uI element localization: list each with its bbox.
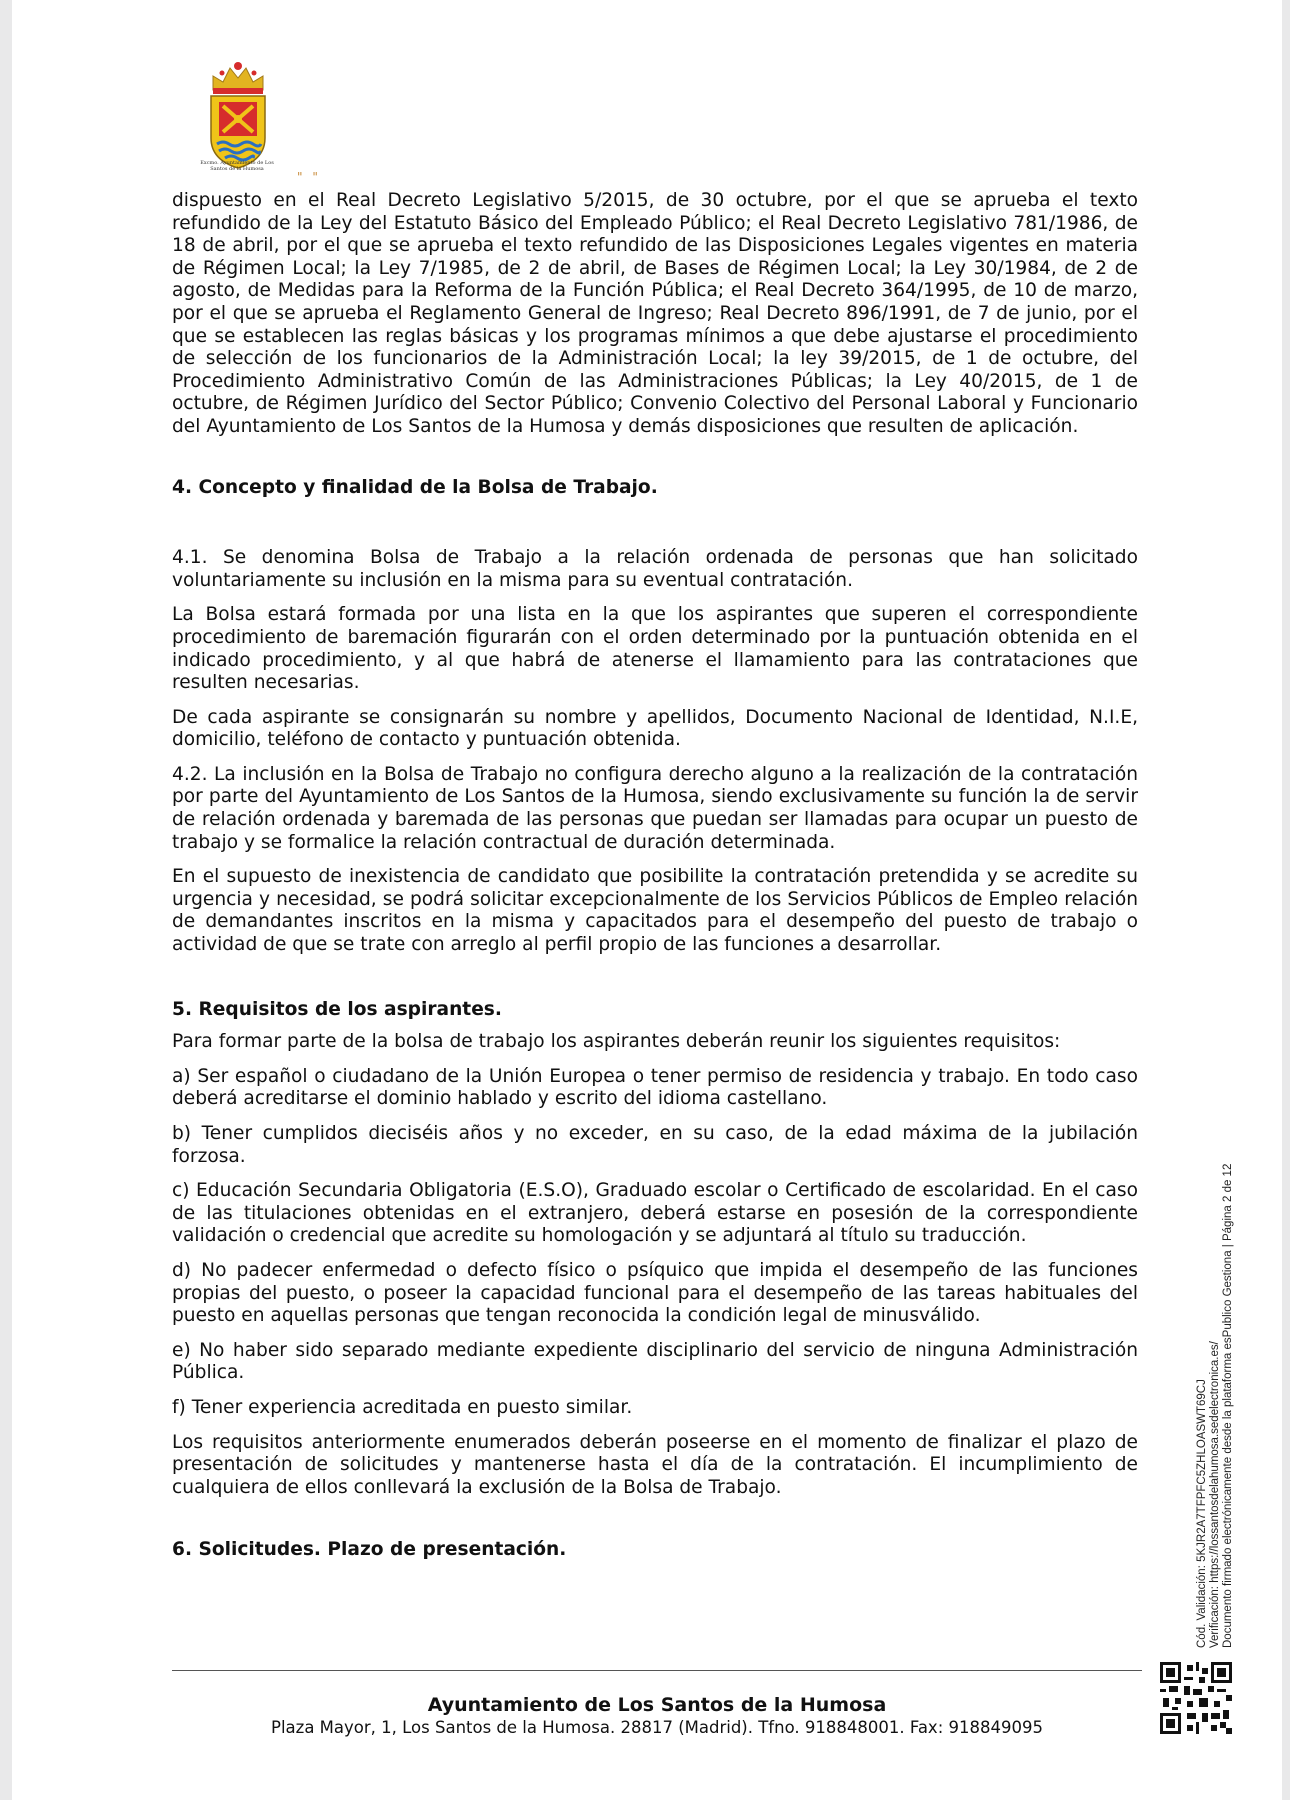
requirement-item: d) No padecer enfermedad o defecto físico o psíquico que impida el desempeño de las funciones propias del puesto, o poseer la capacidad funcional para el desempeño de las tareas habituales del puesto en aquellas personas que tengan reconocida la condición legal de minusválido. [172,1259,1138,1327]
footer-institution-name: Ayuntamiento de Los Santos de la Humosa [427,1694,887,1716]
verification-url: Verificación: https://lossantosdelahumosa.sedelectronica.es/ [1209,1341,1221,1648]
requirement-item: c) Educación Secundaria Obligatoria (E.S.O), Graduado escolar o Certificado de escolaridad. En el caso de las titulaciones obtenidas en el extranjero, deberá estarse en posesión de la correspondiente validación o credencial que acredite su homologación y se adjuntará al título su traducción. [172,1180,1138,1247]
logo-caption: Excmo. Ayuntamiento de Los Santos de la Humosa [200,160,274,172]
section-5-heading: 5. Requisitos de los aspirantes. [172,998,502,1020]
section-4-paragraph: La Bolsa estará formada por una lista en la que los aspirantes que superen el correspondiente procedimiento de baremación figurarán con el orden determinado por la puntuación obtenida en el indicado procedimiento, y al que habrá de atenerse el llamamiento para las contrataciones que resulten necesarias. [172,604,1138,694]
footer-address: Plaza Mayor, 1, Los Santos de la Humosa. 28817 (Madrid). Tfno. 918848001. Fax: 918849095 [271,1718,1043,1737]
requirement-item: b) Tener cumplidos dieciséis años y no exceder, en su caso, de la edad máxima de la jubilación forzosa. [172,1123,1138,1167]
section-5-paragraph: Para formar parte de la bolsa de trabajo los aspirantes deberán reunir los siguientes requisitos: [172,1031,1061,1053]
document-page [12,0,1282,1800]
qr-code-icon [1160,1662,1232,1734]
section-5-paragraph: Los requisitos anteriormente enumerados deberán poseerse en el momento de finalizar el plazo de presentación de solicitudes y mantenerse hasta el día de la contratación. El incumplimiento de cualquiera de ellos conllevará la exclusión de la Bolsa de Trabajo. [172,1431,1138,1498]
section-4-paragraph: En el supuesto de inexistencia de candidato que posibilite la contratación pretendida y se acredite su urgencia y necesidad, se podrá solicitar excepcionalmente de los Servicios Públicos de Empleo relación de demandantes inscritos en la misma y capacitados para el desempeño del puesto de trabajo o actividad de que se trate con arreglo al perfil propio de las funciones a desarrollar. [172,866,1138,956]
validation-code: Cód. Validación: 5KJR2A7TFPFC5ZHLOASWT69CJ [1196,1379,1208,1648]
validation-side-text [1196,1098,1235,1648]
section-4-paragraph: 4.2. La inclusión en la Bolsa de Trabajo no configura derecho alguno a la realización de la contratación por parte del Ayuntamiento de Los Santos de la Humosa, siendo exclusivamente su función la de servir de relación ordenada y baremada de las personas que puedan ser llamadas para ocupar un puesto de trabajo y se formalice la relación contractual de duración determinada. [172,763,1138,853]
signature-note: Documento firmado electrónicamente desde la plataforma esPublico Gestiona | Página 2 de 12 [1222,1163,1234,1648]
section-4-paragraph: 4.1. Se denomina Bolsa de Trabajo a la relación ordenada de personas que han solicitado voluntariamente su inclusión en la misma para su eventual contratación. [172,547,1138,591]
section-4-heading: 4. Concepto y finalidad de la Bolsa de Trabajo. [172,476,658,498]
footer-divider [172,1670,1142,1671]
intro-paragraph: dispuesto en el Real Decreto Legislativo 5/2015, de 30 octubre, por el que se aprueba el texto refundido de la Ley del Estatuto Básico del Empleado Público; el Real Decreto Legislativo 781/1986, de 18 de abril, por el que se aprueba el texto refundido de las Disposiciones Legales vigentes en materia de Régimen Local; la Ley 7/1985, de 2 de abril, de Bases de Régimen Local; la Ley 30/1984, de 2 de agosto, de Medidas para la Reforma de la Función Pública; el Real Decreto 364/1995, de 10 de marzo, por el que se aprueba el Reglamento General de Ingreso; Real Decreto 896/1991, de 7 de junio, por el que se establecen las reglas básicas y los programas mínimos a que debe ajustarse el procedimiento de selección de los funcionarios de la Administración Local; la ley 39/2015, de 1 de octubre, del Procedimiento Administrativo Común de las Administraciones Públicas; la Ley 40/2015, de 1 de octubre, de Régimen Jurídico del Sector Público; Convenio Colectivo del Personal Laboral y Funcionario del Ayuntamiento de Los Santos de la Humosa y demás disposiciones que resulten de aplicación. [172,190,1138,437]
document-body [172,190,1138,1562]
section-6-heading: 6. Solicitudes. Plazo de presentación. [172,1539,567,1561]
requirement-item: a) Ser español o ciudadano de la Unión Europea o tener permiso de residencia y trabajo. En todo caso deberá acreditarse el dominio hablado y escrito del idioma castellano. [172,1065,1138,1110]
requirement-item: f) Tener experiencia acreditada en puesto similar. [172,1396,633,1418]
section-4-paragraph: De cada aspirante se consignarán su nombre y apellidos, Documento Nacional de Identidad, N.I.E, domicilio, teléfono de contacto y puntuación obtenida. [172,706,1138,751]
requirement-item: e) No haber sido separado mediante expediente disciplinario del servicio de ninguna Administración Pública. [172,1339,1138,1384]
logo-marks: " " [297,170,321,184]
